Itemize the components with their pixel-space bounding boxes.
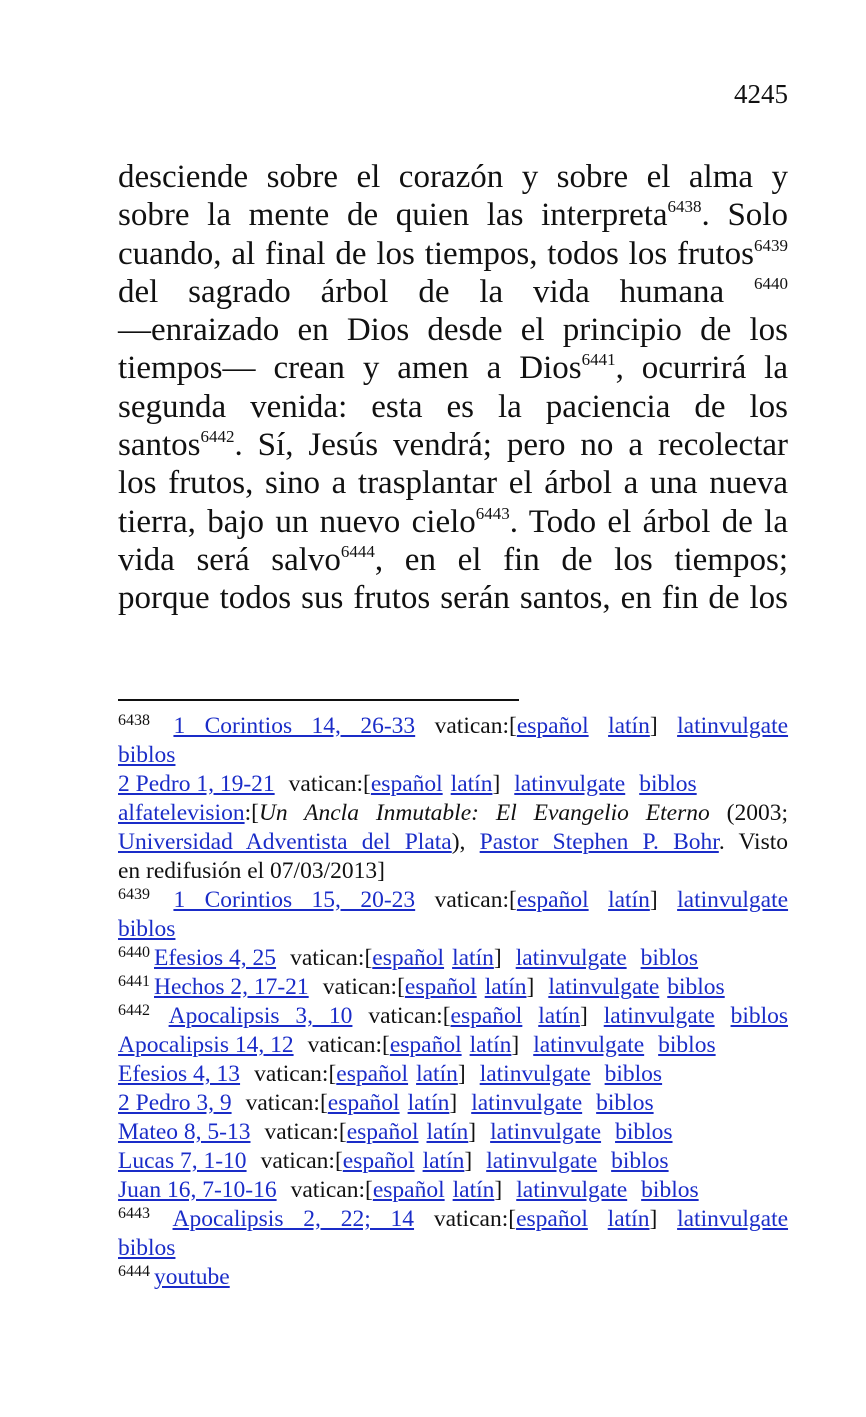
footnote-ref: 6439 <box>754 235 788 255</box>
biblos-link[interactable]: biblos <box>611 1148 669 1174</box>
bible-ref-link[interactable]: 1 Corintios 14, 26-33 <box>173 713 416 739</box>
footnote-ref: 6444 <box>340 541 375 561</box>
biblos-link[interactable]: biblos <box>658 1032 716 1058</box>
espanol-link[interactable]: español <box>346 1119 419 1145</box>
biblos-link[interactable]: biblos <box>615 1119 673 1145</box>
espanol-link[interactable]: español <box>516 713 589 739</box>
bible-ref-link[interactable]: 2 Pedro 1, 19-21 <box>118 771 275 797</box>
bible-ref-link[interactable]: Mateo 8, 5-13 <box>118 1119 251 1145</box>
footnote-line <box>118 1234 788 1263</box>
footnote-line: Apocalipsis 14, 12 vatican:[español latín] latinvulgate biblos <box>118 1032 716 1058</box>
footnote-number: 6443 <box>118 1205 150 1222</box>
footnote-ref: 6438 <box>667 197 702 217</box>
bible-ref-link[interactable]: Juan 16, 7-10-16 <box>118 1177 277 1203</box>
latin-link[interactable]: latín <box>608 887 650 913</box>
youtube-link[interactable]: youtube <box>154 1264 230 1290</box>
footnote-line: $^{6441}$ Hechos 2, 17-21 vatican:[español latín] latinvulgate biblos <box>118 973 725 1000</box>
footnote-line: $^{6440}$ Efesios 4, 25 vatican:[español latín] latinvulgate biblos <box>118 944 699 971</box>
footnote-line <box>118 915 788 944</box>
bible-ref-link[interactable]: Apocalipsis 14, 12 <box>118 1032 294 1058</box>
latin-link[interactable]: latín <box>608 713 650 739</box>
latin-link[interactable]: latín <box>469 1032 512 1058</box>
latinvulgate-link[interactable]: latinvulgate <box>515 945 627 971</box>
bible-ref-link[interactable]: Efesios 4, 13 <box>118 1061 241 1087</box>
footnote-line: $^{6438}$ 1 Corintios 14, 26-33 vatican:[español latín] latinvulgate <box>118 712 789 739</box>
footnote-line: 2 Pedro 3, 9 vatican:[español latín] latinvulgate biblos <box>118 1090 654 1116</box>
footnote-divider <box>118 699 519 701</box>
footnote-ref: 6441 <box>581 350 616 370</box>
body-line: desciende sobre el corazón y sobre el alma y <box>118 159 788 195</box>
latin-link[interactable]: latín <box>452 1177 495 1203</box>
program-title: Un Ancla Inmutable: El Evangelio Eterno <box>258 800 710 826</box>
latin-link[interactable]: latín <box>607 1206 650 1232</box>
biblos-link[interactable]: biblos <box>118 916 176 942</box>
espanol-link[interactable]: español <box>516 887 589 913</box>
latinvulgate-link[interactable]: latinvulgate <box>533 1032 645 1058</box>
biblos-link[interactable]: biblos <box>641 1177 699 1203</box>
footnote-line: Universidad Adventista del Plata), Pastor Stephen P. Bohr. Visto <box>118 829 788 855</box>
footnote-line: Juan 16, 7-10-16 vatican:[español latín] latinvulgate biblos <box>118 1177 699 1203</box>
latinvulgate-link[interactable]: latinvulgate <box>471 1090 583 1116</box>
biblos-link[interactable]: biblos <box>730 1003 789 1029</box>
latinvulgate-link[interactable]: latinvulgate <box>486 1148 598 1174</box>
body-line: tierra, bajo un nuevo cielo$^{6443}$. Todo el árbol de la <box>118 503 788 540</box>
footnote-ref: 6443 <box>475 503 510 523</box>
bible-ref-link[interactable]: Hechos 2, 17-21 <box>154 974 309 1000</box>
bible-ref-link[interactable]: 1 Corintios 15, 20-23 <box>173 887 416 913</box>
biblos-link[interactable]: biblos <box>118 1235 176 1261</box>
biblos-link[interactable]: biblos <box>667 974 725 1000</box>
alfatelevision-link[interactable]: alfatelevision <box>118 800 245 826</box>
latinvulgate-link[interactable]: latinvulgate <box>516 1177 628 1203</box>
footnote-line <box>118 1263 788 1292</box>
latin-link[interactable]: latín <box>422 1148 465 1174</box>
footnote-line: alfatelevision:[Un Ancla Inmutable: El Evangelio Eterno (2003; <box>118 800 788 826</box>
latin-link[interactable]: latín <box>538 1003 581 1029</box>
espanol-link[interactable]: español <box>336 1061 409 1087</box>
footnote-number: 6439 <box>118 886 150 903</box>
latinvulgate-link[interactable]: latinvulgate <box>548 974 660 1000</box>
body-line: segunda venida: esta es la paciencia de los <box>118 388 788 425</box>
bible-ref-link[interactable]: Efesios 4, 25 <box>154 945 277 971</box>
footnote-line: $^{6439}$ 1 Corintios 15, 20-23 vatican:[español latín] latinvulgate <box>118 886 789 913</box>
biblos-link[interactable]: biblos <box>604 1061 663 1087</box>
espanol-link[interactable]: español <box>327 1090 400 1116</box>
latinvulgate-link[interactable]: latinvulgate <box>677 713 789 739</box>
universidad-link[interactable]: Universidad Adventista del Plata <box>118 829 452 855</box>
pastor-link[interactable]: Pastor Stephen P. Bohr <box>479 829 719 855</box>
latinvulgate-link[interactable]: latinvulgate <box>479 1061 591 1087</box>
latinvulgate-link[interactable]: latinvulgate <box>603 1003 715 1029</box>
latinvulgate-link[interactable]: latinvulgate <box>677 887 789 913</box>
espanol-link[interactable]: español <box>372 1177 445 1203</box>
latinvulgate-link[interactable]: latinvulgate <box>490 1119 602 1145</box>
bible-ref-link[interactable]: Apocalipsis 2, 22; 14 <box>172 1206 415 1232</box>
biblos-link[interactable]: biblos <box>639 771 697 797</box>
body-line: los frutos, sino a trasplantar el árbol a una nueva <box>118 465 788 502</box>
footnote-number: 6442 <box>118 1002 150 1019</box>
body-line: santos$^{6442}$. Sí, Jesús vendrá; pero no a recolectar <box>118 427 788 464</box>
latin-link[interactable]: latín <box>484 974 527 1000</box>
biblos-link[interactable]: biblos <box>118 742 176 768</box>
footnote-number: 6438 <box>118 712 150 729</box>
vatican-label: vatican:[ <box>434 713 517 739</box>
latin-link[interactable]: latín <box>450 771 493 797</box>
footnote-line: Mateo 8, 5-13 vatican:[español latín] latinvulgate biblos <box>118 1119 673 1145</box>
body-line: vida será salvo$^{6444}$, en el fin de los tiempos; <box>118 541 788 578</box>
bible-ref-link[interactable]: Apocalipsis 3, 10 <box>168 1003 353 1029</box>
body-line: del sagrado árbol de la vida humana $^{6440}$ <box>118 273 788 310</box>
footnote-number: 6440 <box>118 944 150 961</box>
footnote-line: Lucas 7, 1-10 vatican:[español latín] latinvulgate biblos <box>118 1148 669 1174</box>
latin-link[interactable]: latín <box>416 1061 458 1087</box>
espanol-link[interactable]: español <box>389 1032 462 1058</box>
body-line: sobre la mente de quien las interpreta$^{6438}$. Solo <box>118 197 788 234</box>
footnote-line: en redifusión el 07/03/2013] <box>118 858 385 884</box>
footnotes <box>118 712 788 1292</box>
latinvulgate-link[interactable]: latinvulgate <box>514 771 626 797</box>
latin-link[interactable]: latín <box>407 1090 450 1116</box>
footnote-line <box>118 741 788 770</box>
latin-link[interactable]: latín <box>452 945 494 971</box>
body-text <box>118 158 788 618</box>
latinvulgate-link[interactable]: latinvulgate <box>677 1206 789 1232</box>
espanol-link[interactable]: español <box>342 1148 415 1174</box>
bible-ref-link[interactable]: 2 Pedro 3, 9 <box>118 1090 232 1116</box>
footnote-number: 6441 <box>118 973 150 990</box>
espanol-link[interactable]: español <box>450 1003 523 1029</box>
espanol-link[interactable]: español <box>372 945 445 971</box>
footnote-number: 6444 <box>118 1263 150 1280</box>
espanol-link[interactable]: español <box>404 974 477 1000</box>
bible-ref-link[interactable]: Lucas 7, 1-10 <box>118 1148 247 1174</box>
espanol-link[interactable]: español <box>370 771 443 797</box>
body-line: —enraizado en Dios desde el principio de los <box>118 312 788 349</box>
footnote-line: 2 Pedro 1, 19-21 vatican:[español latín] latinvulgate biblos <box>118 771 697 797</box>
footnote-line: Efesios 4, 13 vatican:[español latín] latinvulgate biblos <box>118 1061 663 1087</box>
page-number: 4245 <box>734 79 788 109</box>
footnote-ref: 6440 <box>754 273 788 293</box>
body-line: porque todos sus frutos serán santos, en fin de los <box>118 580 788 617</box>
footnote-line: $^{6442}$ Apocalipsis 3, 10 vatican:[español latín] latinvulgate biblos <box>118 1002 789 1029</box>
espanol-link[interactable]: español <box>516 1206 588 1232</box>
biblos-link[interactable]: biblos <box>596 1090 654 1116</box>
body-line: tiempos— crean y amen a Dios$^{6441}$, ocurrirá la <box>118 350 788 387</box>
footnote-line: $^{6443}$ Apocalipsis 2, 22; 14 vatican:[español latín] latinvulgate <box>118 1205 789 1232</box>
footnote-ref: 6442 <box>200 427 235 447</box>
body-line: cuando, al final de los tiempos, todos los frutos$^{6439}$ <box>118 235 788 272</box>
biblos-link[interactable]: biblos <box>640 945 699 971</box>
latin-link[interactable]: latín <box>426 1119 469 1145</box>
